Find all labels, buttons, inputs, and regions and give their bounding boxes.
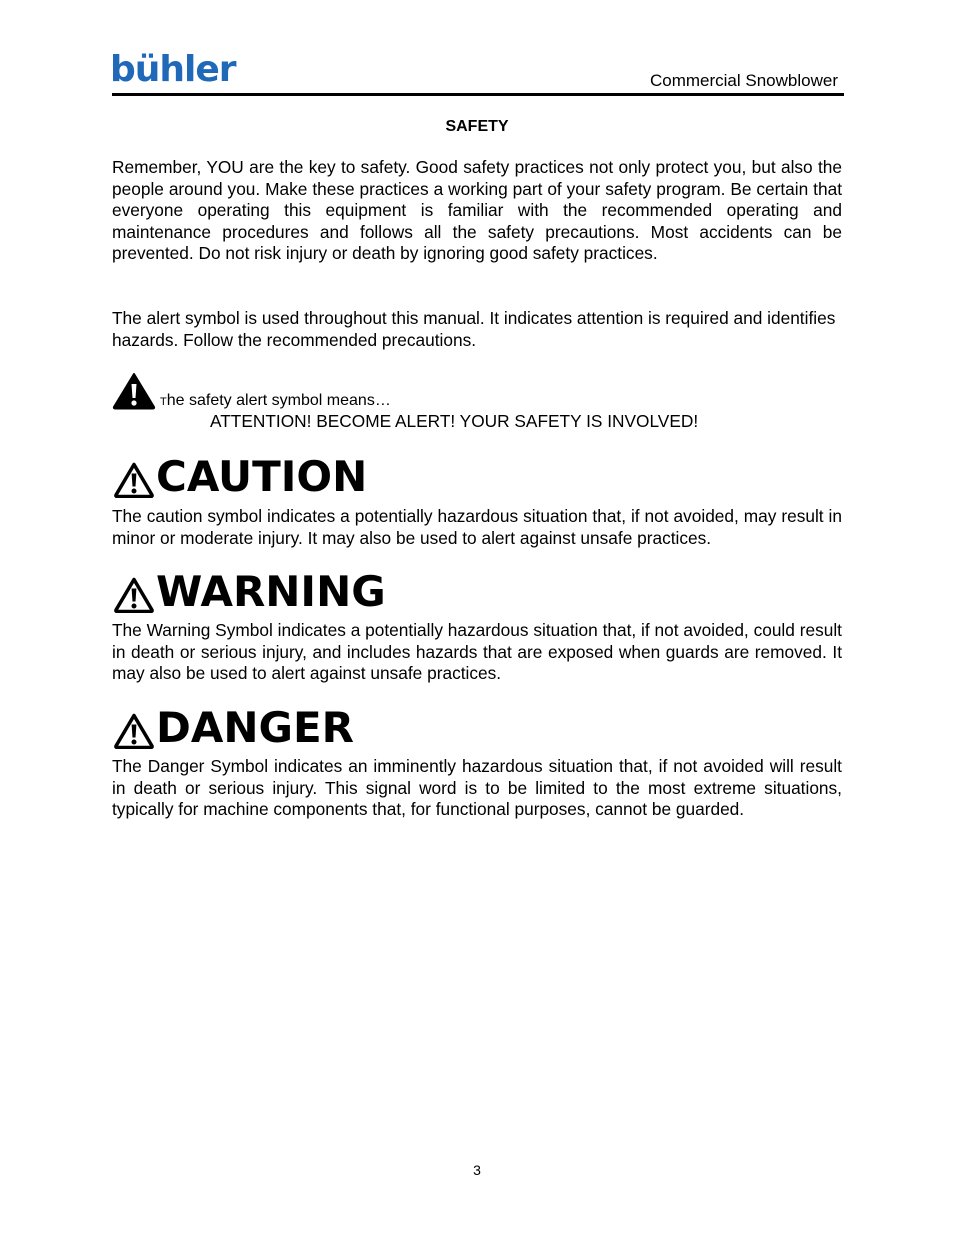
header-rule bbox=[112, 93, 844, 96]
danger-signal-word: DANGER bbox=[156, 703, 355, 752]
section-title: SAFETY bbox=[445, 118, 509, 135]
caution-description: The caution symbol indicates a potentially hazardous situation that, if not avoided, may result in minor or moderate injury. It may also be used to alert against unsafe practices. bbox=[112, 506, 842, 548]
document-title: Commercial Snowblower bbox=[649, 71, 838, 90]
alert-symbol-row bbox=[112, 372, 842, 412]
warning-triangle-icon bbox=[112, 372, 156, 410]
warning-description: The Warning Symbol indicates a potentially hazardous situation that, if not avoided, could result in death or serious injury, and includes hazards that are exposed when guards are removed. It may also be used to alert against unsafe practices. bbox=[112, 620, 842, 683]
warning-signal-word: WARNING bbox=[156, 567, 386, 616]
alert-caption-rest: he safety alert symbol means… bbox=[166, 392, 391, 409]
alert-paragraph: The alert symbol is used throughout this manual. It indicates attention is required and identifies hazards. Follow the recommended precautions. bbox=[112, 308, 836, 350]
company-logo: bühler bbox=[110, 49, 236, 90]
attention-line: ATTENTION! BECOME ALERT! YOUR SAFETY IS INVOLVED! bbox=[210, 411, 699, 431]
danger-description: The Danger Symbol indicates an imminently hazardous situation that, if not avoided will result in death or serious injury. This signal word is to be limited to the most extreme situations, typically for machine components that, for functional purposes, cannot be guarded. bbox=[112, 756, 842, 819]
alert-symbol-caption bbox=[160, 392, 391, 410]
warning-triangle-icon bbox=[114, 577, 154, 613]
alert-caption-first-letter: T bbox=[160, 396, 167, 408]
intro-paragraph: Remember, YOU are the key to safety. Good safety practices not only protect you, but also the people around you. Make these practices a working part of your safety program. Be certain that everyone operating this equipment is familiar with the recommended operating and maintenance procedures and follows all the safety precautions. Most accidents can be prevented. Do not risk injury or death by ignoring good safety practices. bbox=[112, 157, 842, 263]
caution-signal-word: CAUTION bbox=[156, 452, 368, 501]
page-number: 3 bbox=[473, 1162, 481, 1178]
warning-triangle-icon bbox=[114, 462, 154, 498]
warning-triangle-icon bbox=[114, 713, 154, 749]
